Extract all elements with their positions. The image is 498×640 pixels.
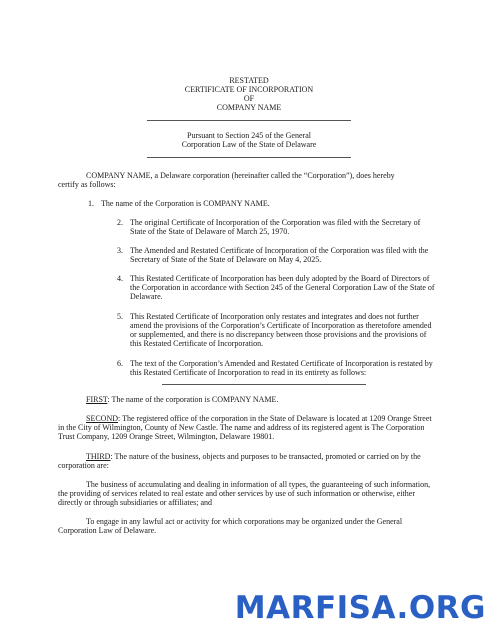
item-4-line-1: This Restated Certificate of Incorporation has been duly adopted by the Board of Directors of (130, 274, 430, 283)
article-first-label: FIRST (86, 395, 108, 404)
pursuant-divider (147, 157, 351, 158)
item-2-line-2: State of the State of Delaware of March 25, 1970. (130, 227, 290, 236)
business-line-3: directly or through subsidiaries or affiliates; and (58, 498, 213, 507)
item-5-line-1: This Restated Certificate of Incorporation only restates and integrates and does not further (130, 312, 419, 321)
item-5-line-2: amend the provisions of the Corporation’s Certificate of Incorporation as theretofore amended (130, 321, 432, 330)
item-3-number: 3. (117, 246, 123, 255)
article-third-line-1 (86, 452, 421, 462)
item-1-number: 1. (88, 199, 94, 208)
item-3-line-2: Secretary of State of the State of Delaware on May 4, 2025. (130, 255, 322, 264)
item-5-line-4: this Restated Certificate of Incorporation. (130, 339, 264, 348)
item-2-number: 2. (117, 218, 123, 227)
item-5-line-3: or supplemented, and there is no discrepancy between those provisions and the provisions of (130, 330, 427, 339)
lawful-line-1: To engage in any lawful act or activity for which corporations may be organized under the General (86, 517, 403, 526)
intro-line-2: certify as follows: (58, 180, 116, 189)
intro-line-1: COMPANY NAME, a Delaware corporation (hereinafter called the “Corporation”), does hereby (86, 171, 395, 180)
item-6-line-1: The text of the Corporation’s Amended and Restated Certificate of Incorporation is restated by (130, 359, 433, 368)
title-certificate: CERTIFICATE OF INCORPORATION (184, 85, 314, 94)
article-third-line-2: corporation are: (58, 461, 109, 470)
item-4-number: 4. (117, 274, 123, 283)
article-third-label: THIRD (86, 452, 111, 461)
item-6-number: 6. (117, 359, 123, 368)
item-1-text: The name of the Corporation is COMPANY NAME. (101, 199, 270, 208)
item-3-line-1: The Amended and Restated Certificate of Incorporation of the Corporation was filed with the (130, 246, 429, 255)
lawful-line-2: Corporation Law of Delaware. (58, 526, 157, 535)
article-second-line-2: in the City of Wilmington, County of New Castle. The name and address of its registered agent is The Corporation (58, 423, 425, 432)
title-divider (147, 120, 351, 121)
article-first (86, 395, 278, 405)
items-divider (162, 384, 366, 385)
title-restated: RESTATED (229, 76, 269, 85)
business-line-2: the providing of services related to real estate and other services by use of such information or otherwise, either (58, 489, 415, 498)
article-second-text-1: : The registered office of the corporation in the State of Delaware is located at 1209 Orange Street (118, 414, 432, 423)
article-third-text-1: : The nature of the business, objects and purposes to be transacted, promoted or carried on by the (110, 452, 421, 461)
title-of: OF (243, 94, 255, 103)
business-line-1: The business of accumulating and dealing in information of all types, the guaranteeing of such information, (86, 480, 431, 489)
article-second-label: SECOND (86, 414, 119, 423)
title-company-name: COMPANY NAME (216, 103, 282, 112)
item-5-number: 5. (117, 312, 123, 321)
watermark-logo: MARFISA.ORG (234, 590, 486, 626)
item-6-line-2: this Restated Certificate of Incorporation to read in its entirety as follows: (130, 368, 367, 377)
item-2-line-1: The original Certificate of Incorporation of the Corporation was filed with the Secretary of (130, 218, 421, 227)
item-4-line-2: the Corporation in accordance with Section 245 of the General Corporation Law of the State of (130, 283, 435, 292)
pursuant-line-2: Corporation Law of the State of Delaware (181, 140, 317, 149)
item-4-line-3: Delaware. (130, 292, 163, 301)
article-second-line-3: Trust Company, 1209 Orange Street, Wilmington, Delaware 19801. (58, 432, 275, 441)
article-first-text: : The name of the corporation is COMPANY NAME. (107, 395, 279, 404)
pursuant-line-1: Pursuant to Section 245 of the General (187, 131, 311, 140)
